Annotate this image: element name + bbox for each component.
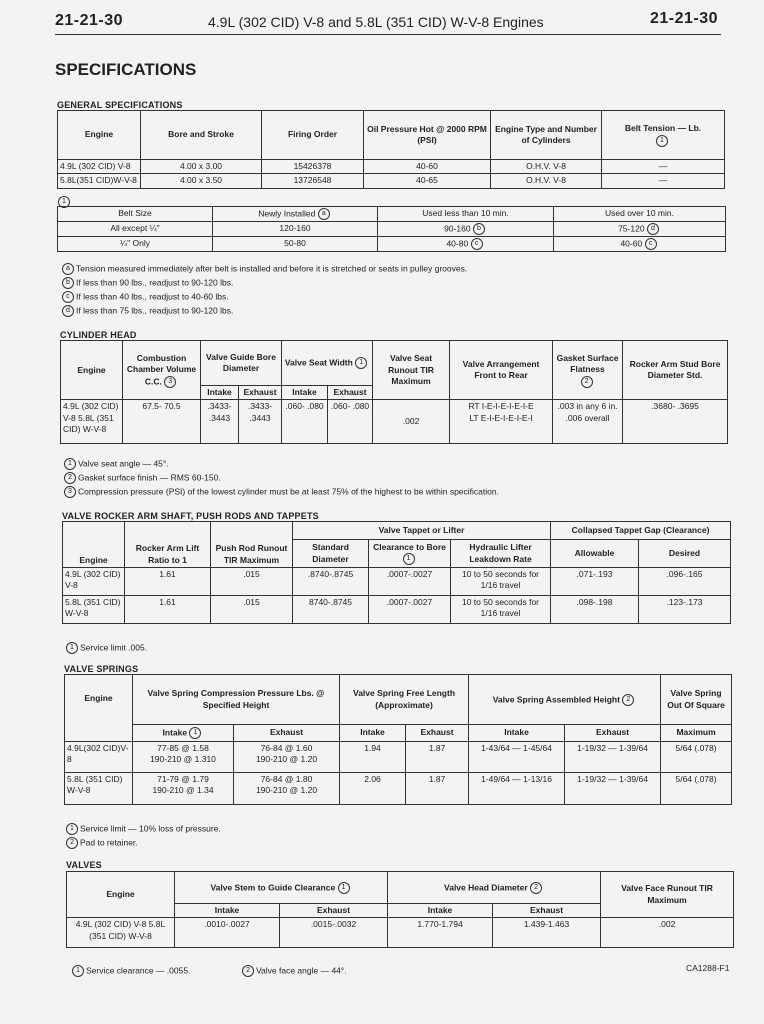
cell-bore-stroke: 4.00 x 3.50: [141, 174, 262, 188]
cell-oil-pressure: 40-60: [364, 160, 491, 174]
belt-tension-label: Belt Tension — Lb.: [624, 123, 702, 134]
header-stem-clearance: [175, 872, 388, 904]
cell-lift-ratio: 1.61: [125, 568, 211, 596]
header-firing-order: Firing Order: [262, 111, 364, 160]
header-rule: [55, 34, 721, 35]
header-used-less: Used less than 10 min.: [378, 207, 554, 222]
header-leakdown-rate: Hydraulic Lifter Leakdown Rate: [451, 540, 551, 568]
value: 40-60: [620, 238, 643, 249]
footnote-marker: d: [647, 223, 659, 235]
header-engine: Engine: [63, 522, 125, 568]
cell-bore-stroke: 4.00 x 3.00: [141, 160, 262, 174]
springs-note-1: [66, 823, 221, 835]
footnote-marker: a: [62, 263, 74, 275]
cylinder-head-title: CYLINDER HEAD: [60, 330, 137, 340]
header-intake: Intake: [469, 725, 565, 742]
cell-compression-exhaust: [234, 773, 340, 805]
belt-note-d: [62, 305, 233, 317]
footnote-marker: 3: [164, 376, 176, 388]
header-valve-tappet: Valve Tappet or Lifter: [293, 522, 551, 540]
valve-springs-table: [64, 674, 732, 805]
specifications-heading: SPECIFICATIONS: [55, 60, 197, 79]
header-pushrod-runout: Push Rod Runout TIR Maximum: [211, 522, 293, 568]
header-used-over: Used over 10 min.: [554, 207, 726, 222]
footnote-marker: 1: [66, 642, 78, 654]
cell-guide-exhaust: .3433- .3443: [239, 400, 282, 444]
footnote-marker: 1: [64, 458, 76, 470]
cell-head-intake: 1.770-1.794: [388, 918, 493, 948]
belt-tension-table: [57, 206, 726, 252]
cell-engine: 4.9L(302 CID)V-8: [65, 742, 133, 773]
cell-allowable: .098-.198: [551, 596, 639, 624]
note-text: If less than 40 lbs., readjust to 40-60 lbs.: [76, 291, 229, 302]
cell-seat-intake: .060- .080: [282, 400, 328, 444]
header-exhaust: Exhaust: [493, 904, 601, 918]
cell-pushrod-runout: .015: [211, 596, 293, 624]
note-text: Gasket surface finish — RMS 60-150.: [78, 472, 221, 483]
header-valve-guide-bore: Valve Guide Bore Diameter: [201, 341, 282, 386]
footnote-marker: c: [471, 238, 483, 250]
cell-engine-type: O.H.V. V-8: [491, 160, 602, 174]
footnote-marker: 1: [58, 196, 70, 208]
rocker-section-title: VALVE ROCKER ARM SHAFT, PUSH RODS AND TAPPETS: [62, 511, 319, 521]
cell-belt-size: ¼" Only: [58, 237, 213, 252]
footnote-marker: 3: [64, 486, 76, 498]
cell-stem-intake: .0010-.0027: [175, 918, 280, 948]
value: 190-210 @ 1.34: [152, 785, 214, 796]
footnote-marker: 2: [64, 472, 76, 484]
cell-oil-pressure: 40-65: [364, 174, 491, 188]
header-exhaust: Exhaust: [328, 386, 373, 400]
header-engine: Engine: [67, 872, 175, 918]
cell-compression-intake: [133, 742, 234, 773]
valves-note-2: [242, 965, 347, 977]
note-text: Service limit .005.: [80, 642, 148, 653]
cell-engine: 4.9L (302 CID) V-8: [58, 160, 141, 174]
cell-max-out-of-square: 5/64 (.078): [661, 742, 732, 773]
cell-engine: 5.8L (351 CID) W-V-8: [65, 773, 133, 805]
clearance-label: Clearance to Bore: [373, 541, 446, 552]
value: 76-84 @ 1.60: [260, 743, 313, 753]
cell-engine: 5.8L (351 CID) W-V-8: [63, 596, 125, 624]
header-intake: Intake: [282, 386, 328, 400]
value: 90-160: [444, 223, 471, 234]
footnote-marker: 1: [403, 553, 415, 565]
cell-free-exhaust: 1.87: [406, 773, 469, 805]
cell-face-runout: .002: [601, 918, 734, 948]
note-text: Valve face angle — 44°.: [256, 965, 347, 976]
value: 190-210 @ 1.310: [150, 754, 216, 765]
header-clearance-bore: [369, 540, 451, 568]
header-gasket-flatness: [553, 341, 623, 400]
chamber-label: Combustion Chamber Volume C.C.: [126, 352, 197, 386]
cell-leakdown-rate: 10 to 50 seconds for 1/16 travel: [451, 568, 551, 596]
springs-note-2: [66, 837, 138, 849]
header-intake: [133, 725, 234, 742]
cell-seat-runout: .002: [373, 400, 450, 444]
header-engine: Engine: [65, 675, 133, 742]
header-head-diameter: [388, 872, 601, 904]
cell-newly-installed: 120-160: [213, 222, 378, 237]
value: 40-80: [446, 238, 469, 249]
intake-label: Intake: [162, 727, 188, 738]
valves-table: [66, 871, 734, 948]
footnote-marker: 2: [530, 882, 542, 894]
cell-clearance-bore: .0007-.0027: [369, 596, 451, 624]
cell-used-less: [378, 237, 554, 252]
value: 190-210 @ 1.20: [255, 785, 318, 796]
cylinder-note-3: [64, 486, 499, 498]
cell-desired: .096-.165: [639, 568, 731, 596]
arrangement-lt: LT E-I-E-I-E-I-E-I: [469, 412, 533, 423]
cell-desired: .123-.173: [639, 596, 731, 624]
header-face-runout: Valve Face Runout TIR Maximum: [601, 872, 734, 918]
footnote-marker: 2: [622, 694, 634, 706]
header-standard-diameter: Standard Diameter: [293, 540, 369, 568]
cell-free-intake: 2.06: [340, 773, 406, 805]
arrangement-rt: RT I-E-I-E-I-E-I-E: [468, 401, 534, 412]
cell-used-over: [554, 237, 726, 252]
cell-allowable: .071-.193: [551, 568, 639, 596]
note-text: Compression pressure (PSI) of the lowest cylinder must be at least 75% of the highest to be within specification.: [78, 486, 499, 497]
general-specs-title: GENERAL SPECIFICATIONS: [57, 100, 183, 110]
value: 77-85 @ 1.58: [157, 743, 209, 753]
cell-pushrod-runout: .015: [211, 568, 293, 596]
cell-leakdown-rate: 10 to 50 seconds for 1/16 travel: [451, 596, 551, 624]
cell-free-exhaust: 1.87: [406, 742, 469, 773]
value: 71-79 @ 1.79: [157, 774, 209, 784]
head-label: Valve Head Diameter: [444, 881, 528, 892]
header-compression: Valve Spring Compression Pressure Lbs. @ Specified Height: [133, 675, 340, 725]
cell-firing-order: 13726548: [262, 174, 364, 188]
rocker-note-1: [66, 642, 147, 654]
newly-installed-label: Newly Installed: [258, 208, 316, 219]
value: 76-84 @ 1.80: [260, 774, 313, 784]
footnote-marker: b: [473, 223, 485, 235]
cell-belt-size: All except ¼": [58, 222, 213, 237]
header-valve-arrangement: Valve Arrangement Front to Rear: [450, 341, 553, 400]
cell-used-over: [554, 222, 726, 237]
general-specs-table: [57, 110, 725, 189]
cylinder-head-table: [60, 340, 728, 444]
header-intake: Intake: [388, 904, 493, 918]
cell-belt-tension: —: [602, 174, 725, 188]
header-exhaust: Exhaust: [565, 725, 661, 742]
header-engine: Engine: [58, 111, 141, 160]
gasket-label: Gasket Surface Flatness: [556, 352, 619, 375]
cell-guide-intake: .3433- .3443: [201, 400, 239, 444]
header-exhaust: Exhaust: [280, 904, 388, 918]
header-engine-type: Engine Type and Number of Cylinders: [491, 111, 602, 160]
header-exhaust: Exhaust: [234, 725, 340, 742]
cell-newly-installed: 50-80: [213, 237, 378, 252]
footnote-marker: c: [62, 291, 74, 303]
cell-assembled-intake: 1-49/64 — 1-13/16: [469, 773, 565, 805]
value: 75-120: [618, 223, 645, 234]
cell-compression-exhaust: [234, 742, 340, 773]
value: 190-210 @ 1.20: [255, 754, 318, 765]
cell-assembled-exhaust: 1-19/32 — 1-39/64: [565, 742, 661, 773]
cell-assembled-exhaust: 1-19/32 — 1-39/64: [565, 773, 661, 805]
cell-seat-exhaust: .060- .080: [328, 400, 373, 444]
cell-stem-exhaust: .0015-.0032: [280, 918, 388, 948]
header-desired: Desired: [639, 540, 731, 568]
cell-gasket-flatness: .003 in any 6 in. .006 overall: [553, 400, 623, 444]
footnote-marker: 2: [581, 376, 593, 388]
footnote-marker: 2: [242, 965, 254, 977]
assembled-label: Valve Spring Assembled Height: [492, 693, 620, 704]
cell-lift-ratio: 1.61: [125, 596, 211, 624]
header-exhaust: Exhaust: [239, 386, 282, 400]
cell-rocker-stud-bore: .3680- .3695: [623, 400, 728, 444]
cell-belt-tension: —: [602, 160, 725, 174]
cylinder-note-2: [64, 472, 221, 484]
header-free-length: Valve Spring Free Length (Approximate): [340, 675, 469, 725]
footnote-marker: a: [318, 208, 330, 220]
header-combustion-chamber: [123, 341, 201, 400]
footnote-marker: 1: [66, 823, 78, 835]
cell-firing-order: 15426378: [262, 160, 364, 174]
note-text: Service limit — 10% loss of pressure.: [80, 823, 221, 834]
header-collapsed-gap: Collapsed Tappet Gap (Clearance): [551, 522, 731, 540]
cell-used-less: [378, 222, 554, 237]
cell-engine-type: O.H.V. V-8: [491, 174, 602, 188]
note-text: Tension measured immediately after belt is installed and before it is stretched or seats in pulley grooves.: [76, 263, 468, 274]
valve-springs-title: VALVE SPRINGS: [64, 664, 139, 674]
header-engine: Engine: [61, 341, 123, 400]
page-number-right: 21-21-30: [650, 10, 719, 27]
header-intake: Intake: [175, 904, 280, 918]
cell-engine: 4.9L (302 CID) V-8: [63, 568, 125, 596]
figure-code: CA1288-F1: [686, 963, 730, 973]
cell-max-out-of-square: 5/64 (.078): [661, 773, 732, 805]
header-lift-ratio: Rocker Arm Lift Ratio to 1: [125, 522, 211, 568]
cell-engines: 4.9L (302 CID) V-8 5.8L (351 CID) W-V-8: [61, 400, 123, 444]
cell-standard-diameter: .8740-.8745: [293, 568, 369, 596]
header-rocker-stud-bore: Rocker Arm Stud Bore Diameter Std.: [623, 341, 728, 400]
valves-note-1: [72, 965, 190, 977]
footnote-marker: 1: [189, 727, 201, 739]
footnote-marker: 1: [355, 357, 367, 369]
cell-clearance-bore: .0007-.0027: [369, 568, 451, 596]
page-number-left: 21-21-30: [55, 12, 124, 29]
footnote-marker: 1: [338, 882, 350, 894]
note-text: Service clearance — .0055.: [86, 965, 191, 976]
header-exhaust: Exhaust: [406, 725, 469, 742]
header-intake: Intake: [201, 386, 239, 400]
belt-note-c: [62, 291, 229, 303]
note-text: Valve seat angle — 45°.: [78, 458, 169, 469]
note-text: If less than 90 lbs., readjust to 90-120 lbs.: [76, 277, 234, 288]
header-out-of-square: Valve Spring Out Of Square: [661, 675, 732, 725]
header-newly-installed: [213, 207, 378, 222]
footnote-marker: 1: [656, 135, 668, 147]
cell-engine: 5.8L(351 CID)W-V-8: [58, 174, 141, 188]
cell-assembled-intake: 1-43/64 — 1-45/64: [469, 742, 565, 773]
header-allowable: Allowable: [551, 540, 639, 568]
stem-label: Valve Stem to Guide Clearance: [210, 881, 336, 892]
footnote-marker: d: [62, 305, 74, 317]
header-assembled-height: [469, 675, 661, 725]
belt-note-a: [62, 263, 467, 275]
note-text: Pad to retainer.: [80, 837, 138, 848]
cell-chamber-volume: 67.5- 70.5: [123, 400, 201, 444]
cell-arrangement: [450, 400, 553, 444]
footnote-marker: c: [645, 238, 657, 250]
header-intake: Intake: [340, 725, 406, 742]
belt-note-b: [62, 277, 233, 289]
cell-free-intake: 1.94: [340, 742, 406, 773]
cylinder-note-1: [64, 458, 169, 470]
header-maximum: Maximum: [661, 725, 732, 742]
header-belt-size: Belt Size: [58, 207, 213, 222]
header-valve-seat-runout: Valve Seat Runout TIR Maximum: [373, 341, 450, 400]
footnote-marker: 1: [72, 965, 84, 977]
cell-head-exhaust: 1.439-1.463: [493, 918, 601, 948]
rocker-tappet-table: [62, 521, 731, 624]
cell-engines: 4.9L (302 CID) V-8 5.8L (351 CID) W-V-8: [67, 918, 175, 948]
cell-compression-intake: [133, 773, 234, 805]
note-text: If less than 75 lbs., readjust to 90-120 lbs.: [76, 305, 234, 316]
page-title: 4.9L (302 CID) V-8 and 5.8L (351 CID) W-V-8 Engines: [208, 14, 544, 30]
header-oil-pressure: Oil Pressure Hot @ 2000 RPM (PSI): [364, 111, 491, 160]
footnote-marker: 2: [66, 837, 78, 849]
header-valve-seat-width: [282, 341, 373, 386]
cell-standard-diameter: 8740-.8745: [293, 596, 369, 624]
seat-width-label: Valve Seat Width: [284, 357, 353, 368]
valves-title: VALVES: [66, 860, 102, 870]
footnote-marker: b: [62, 277, 74, 289]
header-belt-tension: [602, 111, 725, 160]
header-bore-stroke: Bore and Stroke: [141, 111, 262, 160]
